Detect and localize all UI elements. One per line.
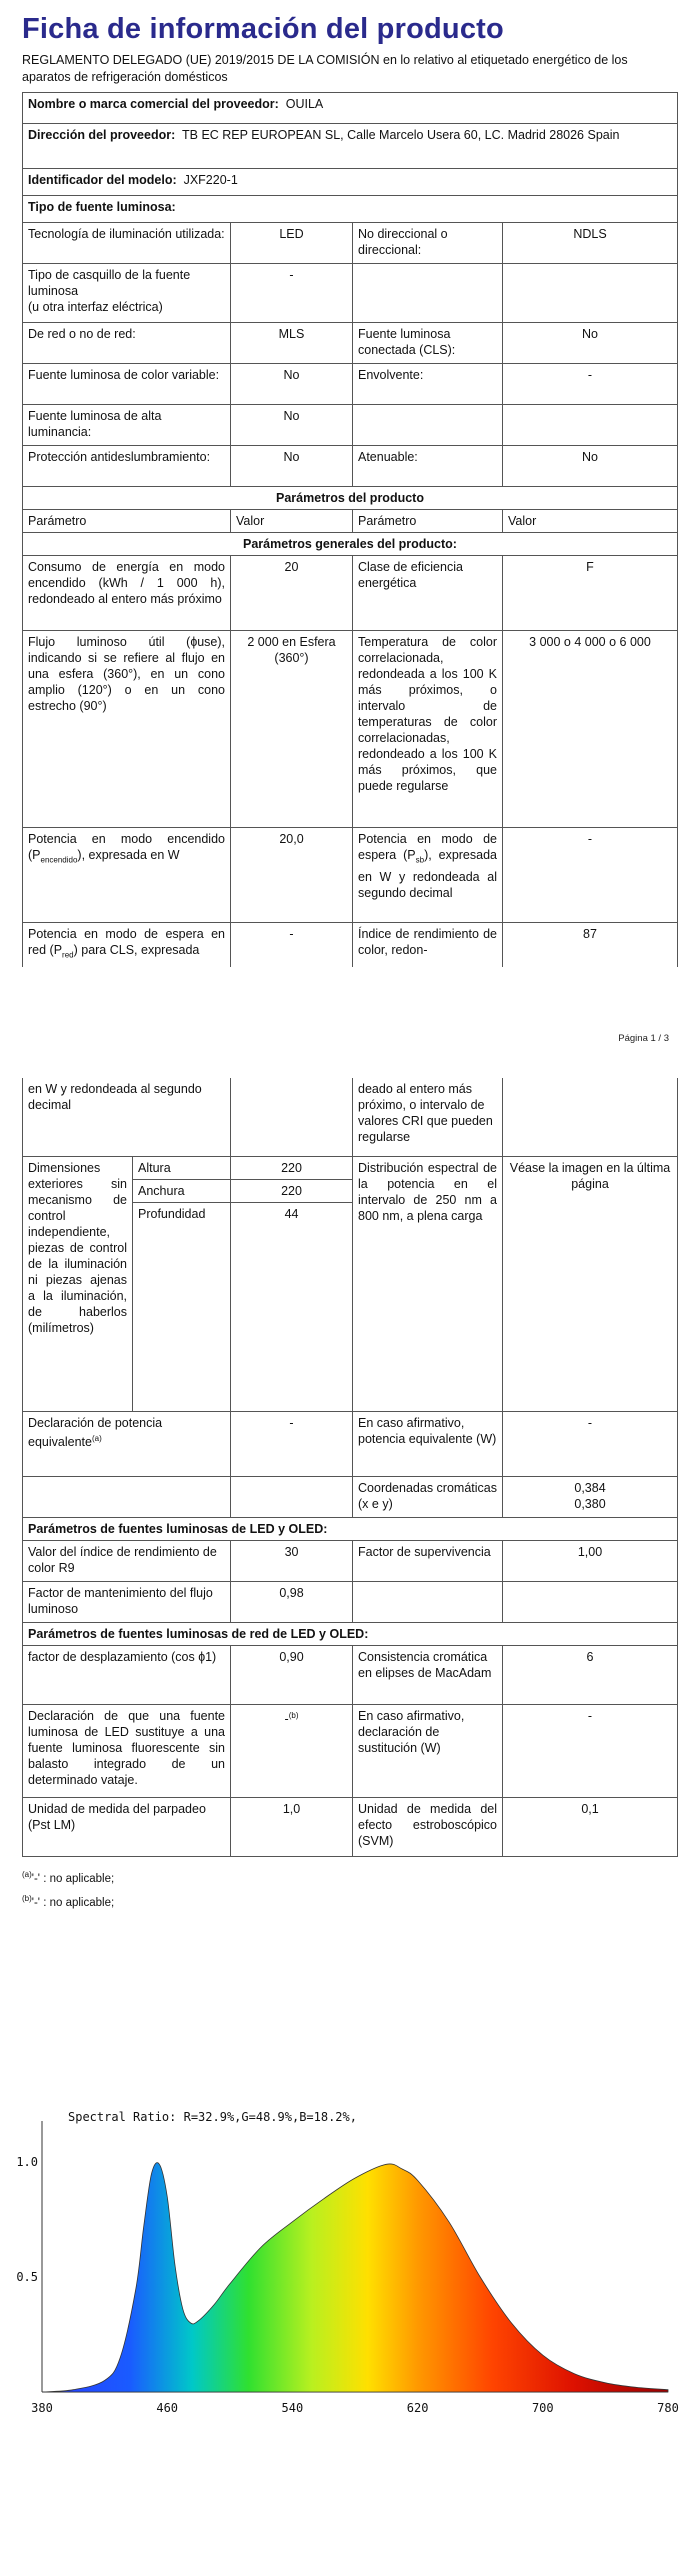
dimensions-label: Dimensiones exteriores sin mecanismo de control independiente, piezas de control de la iluminación ni piezas ajenas a la iluminación, de haberlos (milímetros) [23,1157,133,1412]
replace-yes-label: En caso afirmativo, declaración de sustitución (W) [353,1705,503,1798]
col-value-1: Valor [231,510,353,533]
displacement-value: 0,90 [231,1646,353,1705]
chart-title: Spectral Ratio: R=32.9%,G=48.9%,B=18.2%, [68,2110,357,2124]
spd-label: Distribución espectral de la potencia en el intervalo de 250 nm a 800 nm, a plena carga [353,1157,503,1412]
colour-tunable-value: No [231,364,353,405]
col-param-1: Parámetro [23,510,231,533]
r9-value: 30 [231,1541,353,1582]
footnotes [22,1865,677,1913]
nondir-value: NDLS [503,223,678,264]
x-tick-label: 700 [531,2401,554,2415]
standby-label: Potencia en modo de espera $(P_{sb})$, expresada en W y redondeada al segundo decimal [353,828,503,923]
depth-label: Profundidad [133,1203,231,1412]
cap-label: Tipo de casquillo de la fuente luminosa (u otra interfaz eléctrica) [23,264,231,323]
energy-label: Consumo de energía en modo encendido (kWh / 1 000 h), redondeado al entero más próximo [23,556,231,631]
col-param-2: Parámetro [353,510,503,533]
displacement-label: factor de desplazamiento (cos ɸ1) [23,1646,231,1705]
spectral-chart [0,2085,691,2485]
address-row: Dirección del proveedor: TB EC REP EUROPEAN SL, Calle Marcelo Usera 60, LC. Madrid 28026 Spain [23,124,678,169]
width-value: 220 [231,1180,353,1203]
equivalent-yes-label: En caso afirmativo, potencia equivalente (W) [353,1412,503,1477]
net-standby-value: - [231,923,353,968]
flux-label: Flujo luminoso útil (ɸuse), indicando si se refiere al flujo en una esfera (360°), en un cono amplio (120°) o en un cono estrecho (90°) [23,631,231,828]
mains-label: De red o no de red: [23,323,231,364]
footnote-a: $^{(a)}$'-' : no aplicable; [22,1870,115,1885]
stroboscopic-value: 0,1 [503,1798,678,1857]
tech-value: LED [231,223,353,264]
cri-label: Índice de rendimiento de color, redon- [353,923,503,968]
energy-value: 20 [231,556,353,631]
model-row: Identificador del modelo: JXF220-1 [23,169,678,196]
params-table-continued [22,1078,678,1857]
replace-label: Declaración de que una fuente luminosa de LED sustituye a una fuente luminosa fluorescente sin balasto integrado de un determinado vataje. [23,1705,231,1798]
general-params-heading: Parámetros generales del producto: [23,533,678,556]
on-power-label: Potencia en modo encendido $(P_{encendido})$, expresada en W [23,828,231,923]
high-lum-label: Fuente luminosa de alta luminancia: [23,405,231,446]
net-standby-label: Potencia en modo de espera en red $(P_{red})$ para CLS, expresada [23,923,231,968]
cct-value: 3 000 o 4 000 o 6 000 [503,631,678,828]
connected-value: No [503,323,678,364]
page-1 [22,12,677,967]
stroboscopic-label: Unidad de medida del efecto estroboscópico (SVM) [353,1798,503,1857]
standby-value: - [503,828,678,923]
chroma-values: 0,384 0,380 [503,1477,678,1518]
spectral-area [42,2163,668,2392]
equivalent-value: - [231,1412,353,1477]
supplier-table [22,92,678,967]
page-2 [22,1078,677,1913]
regulation-text: REGLAMENTO DELEGADO (UE) 2019/2015 DE LA COMISIÓN en lo relativo al etiquetado energético de los aparatos de refrigeración domésticos [22,53,628,84]
dimmable-label: Atenuable: [353,446,503,487]
y-tick-label: 1.0 [16,2155,38,2169]
equivalent-label: Declaración de potencia equivalente$^{(a)}$ [23,1412,231,1477]
survival-value: 1,00 [503,1541,678,1582]
cap-value: - [231,264,353,323]
height-label: Altura [133,1157,231,1180]
x-tick-label: 380 [31,2401,53,2415]
y-tick-label: 0.5 [16,2270,38,2284]
footnote-b: $^{(b)}$'-' : no aplicable; [22,1893,115,1909]
r9-label: Valor del índice de rendimiento de color R9 [23,1541,231,1582]
macadam-label: Consistencia cromática en elipses de MacAdam [353,1646,503,1705]
page-number: Página 1 / 3 [618,1033,669,1044]
connected-label: Fuente luminosa conectada (CLS): [353,323,503,364]
anti-glare-label: Protección antideslumbramiento: [23,446,231,487]
high-lum-value: No [231,405,353,446]
class-label: Clase de eficiencia energética [353,556,503,631]
light-source-heading: Tipo de fuente luminosa: [23,196,678,223]
cct-label: Temperatura de color correlacionada, redondeada a los 100 K más próximos, o intervalo de temperaturas de color correlacionadas, redondeado a los 100 K más próximos, que puede regularse [353,631,503,828]
product-params-heading: Parámetros del producto [23,487,678,510]
flicker-label: Unidad de medida del parpadeo (Pst LM) [23,1798,231,1857]
survival-label: Factor de supervivencia [353,1541,503,1582]
height-value: 220 [231,1157,353,1180]
cri-value: 87 [503,923,678,968]
anti-glare-value: No [231,446,353,487]
nondir-label: No direccional o direccional: [353,223,503,264]
spd-value: Véase la imagen en la última página [503,1157,678,1412]
on-power-value: 20,0 [231,828,353,923]
x-tick-label: 460 [156,2401,179,2415]
chroma-label: Coordenadas cromáticas (x e y) [353,1477,503,1518]
colour-tunable-label: Fuente luminosa de color variable: [23,364,231,405]
maintenance-label: Factor de mantenimiento del flujo luminoso [23,1582,231,1623]
x-tick-label: 540 [281,2401,304,2415]
replace-yes-value: - [503,1705,678,1798]
page-title: Ficha de información del producto [22,13,504,45]
x-tick-label: 620 [406,2401,429,2415]
net-standby-cont: en W y redondeada al segundo decimal [23,1078,231,1157]
flicker-value: 1,0 [231,1798,353,1857]
depth-value: 44 [231,1203,353,1412]
flux-value: 2 000 en Esfera (360°) [231,631,353,828]
spectral-svg [0,2085,691,2485]
x-tick-label: 780 [657,2401,679,2415]
tech-label: Tecnología de iluminación utilizada: [23,223,231,264]
replace-value: -$^{(b)}$ [231,1705,353,1798]
supplier-row: Nombre o marca comercial del proveedor: OUILA [23,93,678,124]
envelope-value: - [503,364,678,405]
mains-led-heading: Parámetros de fuentes luminosas de red de LED y OLED: [23,1623,678,1646]
width-label: Anchura [133,1180,231,1203]
maintenance-value: 0,98 [231,1582,353,1623]
envelope-label: Envolvente: [353,364,503,405]
equivalent-yes-value: - [503,1412,678,1477]
col-value-2: Valor [503,510,678,533]
cri-cont: deado al entero más próximo, o intervalo de valores CRI que pueden regularse [353,1078,503,1157]
macadam-value: 6 [503,1646,678,1705]
dimmable-value: No [503,446,678,487]
mains-value: MLS [231,323,353,364]
class-value: F [503,556,678,631]
led-oled-heading: Parámetros de fuentes luminosas de LED y OLED: [23,1518,678,1541]
